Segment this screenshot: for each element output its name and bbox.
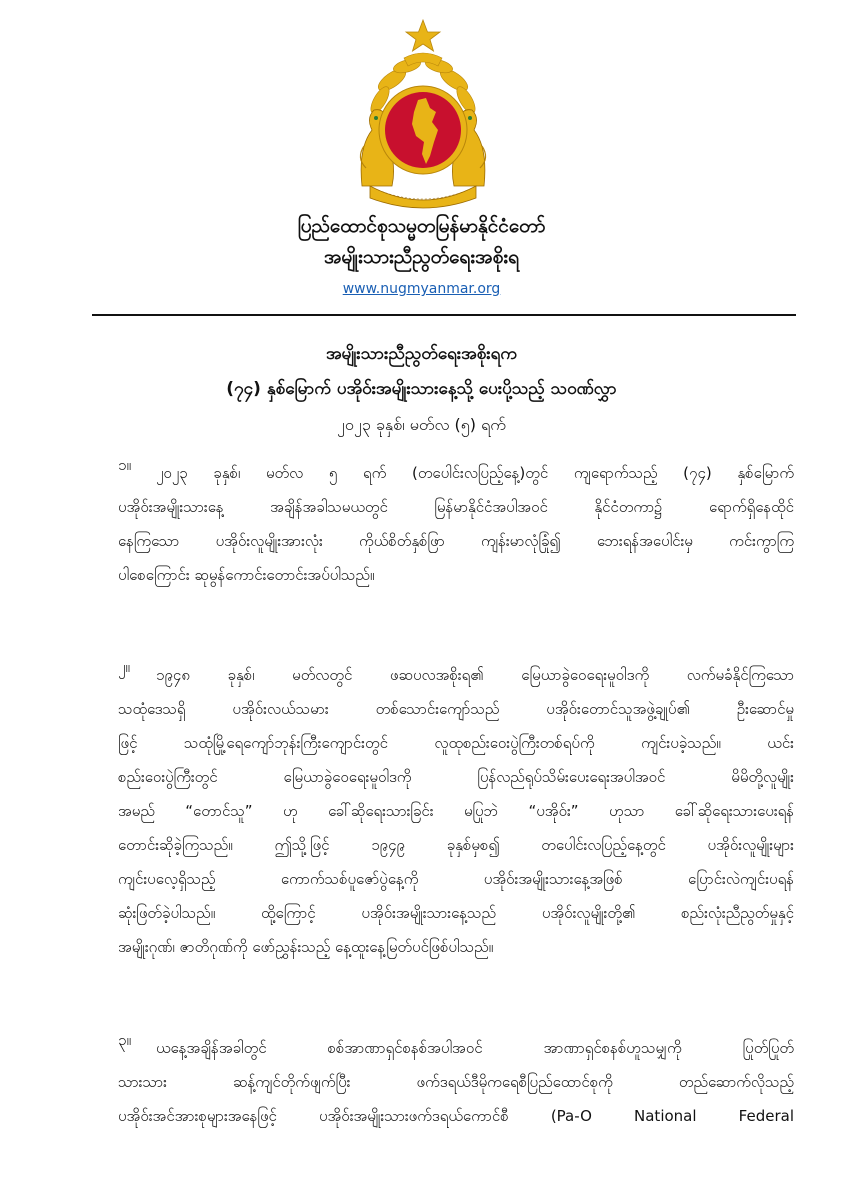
- header-divider: [92, 314, 796, 316]
- paragraph-line: ပါစေကြောင်း ဆုမွန်ကောင်းတောင်းအပ်ပါသည်။: [118, 566, 375, 584]
- paragraph-line: ဖြင့် သထုံမြို့ရေကျော်ဘုန်းကြီးကျောင်းတွင် လူထုစည်းဝေးပွဲကြီးတစ်ရပ်ကို ကျင်းပခဲ့သည်။ ယင်း: [118, 734, 794, 752]
- star-icon: [406, 20, 440, 51]
- paragraph-number: ၁။: [118, 456, 131, 474]
- paragraph-line: ၂၀၂၃ ခုနှစ်၊ မတ်လ ၅ ရက် (တပေါင်းလပြည့်နေ့)တွင် ကျရောက်သည့် (၇၄) နှစ်မြောက်: [156, 464, 794, 482]
- paragraph-3: [118, 1031, 794, 1133]
- paragraph-line: အမည် “တောင်သူ” ဟု ခေါ်ဆိုရေးသားခြင်း မပြုဘဲ “ပအိုဝ်း” ဟုသာ ခေါ်ဆိုရေးသားပေးရန်: [118, 802, 794, 820]
- paragraph-line: စည်းဝေးပွဲကြီးတွင် မြေယာခွဲဝေရေးမူဝါဒကို ပြန်လည်ရုပ်သိမ်းပေးရေးအပါအဝင် မိမိတို့လူမျိုး: [118, 768, 794, 786]
- org-name-line2: အမျိုးသားညီညွတ်ရေးအစိုးရ: [323, 246, 519, 268]
- paragraph-line: သထုံဒေသရှိ ပအိုဝ်းလယ်သမား တစ်သောင်းကျော်သည် ပအိုဝ်းတောင်သူအဖွဲ့ချုပ်၏ ဦးဆောင်မှု: [118, 700, 794, 718]
- org-name-line1: ပြည်ထောင်စုသမ္မတမြန်မာနိုင်ငံတော်: [297, 215, 546, 237]
- paragraph-line: တောင်းဆိုခဲ့ကြသည်။ ဤသို့ဖြင့် ၁၉၄၉ ခုနှစ်မှစ၍ တပေါင်းလပြည့်နေ့တွင် ပအိုဝ်းလူမျိုးများ: [118, 836, 794, 854]
- paragraph-number: ၂။: [118, 658, 130, 676]
- paragraph-2: [118, 658, 794, 964]
- paragraph-line: ယနေ့အချိန်အခါတွင် စစ်အာဏာရှင်စနစ်အပါအဝင် အာဏာရှင်စနစ်ဟူသမျှကို ပြုတ်ပြုတ်: [156, 1039, 794, 1057]
- paragraph-line: သားသား ဆန့်ကျင်တိုက်ဖျက်ပြီး ဖက်ဒရယ်ဒီမိုကရေစီပြည်ထောင်စုကို တည်ဆောက်လိုသည့်: [118, 1073, 794, 1091]
- paragraph-1: [118, 456, 794, 592]
- paragraph-line: နေကြသော ပအိုဝ်းလူမျိုးအားလုံး ကိုယ်စိတ်နှစ်ဖြာ ကျန်းမာလုံခြုံ၍ ဘေးရန်အပေါင်းမှ ကင်းကွာကြ: [118, 532, 794, 550]
- paragraph-line: ဆုံးဖြတ်ခဲ့ပါသည်။ ထို့ကြောင့် ပအိုဝ်းအမျိုးသားနေ့သည် ပအိုဝ်းလူမျိုးတို့၏ စည်းလုံးညီညွတ်မှုနှင့်: [118, 904, 794, 922]
- statement-title-line2: (၇၄) နှစ်မြောက် ပအိုဝ်းအမျိုးသားနေ့သို့ ပေးပို့သည့် သဝဏ်လွှာ: [226, 379, 617, 399]
- paragraph-line: ကျင်းပလေ့ရှိသည့် ကောက်သစ်ပူဇော်ပွဲနေ့ကို ပအိုဝ်းအမျိုးသားနေ့အဖြစ် ပြောင်းလဲကျင်းပရန်: [118, 870, 794, 888]
- paragraph-line: ၁၉၄၈ ခုနှစ်၊ မတ်လတွင် ဖဆပလအစိုးရ၏ မြေယာခွဲဝေရေးမူဝါဒကို လက်မခံနိုင်ကြသော: [156, 666, 794, 684]
- statement-date: ၂၀၂၃ ခုနှစ်၊ မတ်လ (၅) ရက်: [337, 415, 506, 434]
- state-emblem: [352, 18, 494, 214]
- emblem-ribbon: [370, 186, 476, 208]
- paragraph-line: အမျိုးဂုဏ်၊ ဇာတိဂုဏ်ကို ဖော်ညွှန်းသည့် နေ့ထူးနေ့မြတ်ပင်ဖြစ်ပါသည်။: [118, 938, 494, 956]
- paragraph-line: ပအိုဝ်းအမျိုးသားနေ့ အချိန်အခါသမယတွင် မြန်မာနိုင်ငံအပါအဝင် နိုင်ငံတကာ၌ ရောက်ရှိနေထိုင်: [118, 498, 794, 516]
- paragraph-number: ၃။: [118, 1031, 131, 1049]
- paragraph-line: ပအိုဝ်းအင်အားစုများအနေဖြင့် ပအိုဝ်းအမျိုးသားဖက်ဒရယ်ကောင်စီ (Pa-O National Federal: [118, 1107, 794, 1125]
- website-link[interactable]: www.nugmyanmar.org: [342, 281, 501, 297]
- statement-title-line1: အမျိုးသားညီညွတ်ရေးအစိုးရက: [325, 344, 518, 364]
